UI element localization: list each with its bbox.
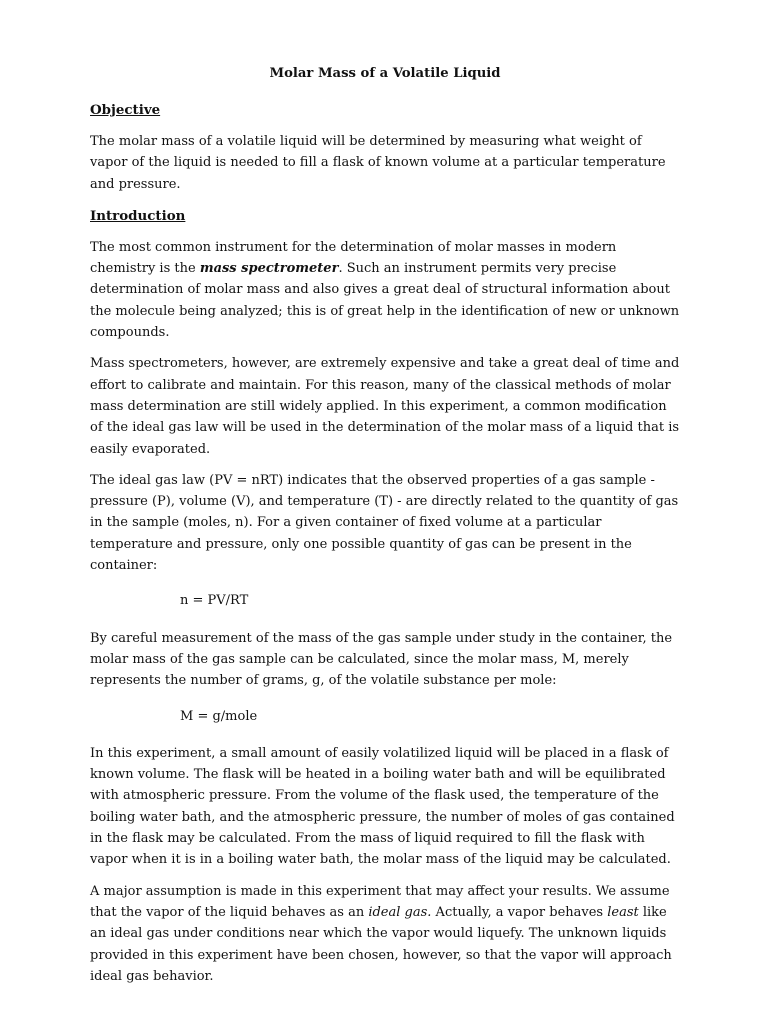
least-term: least — [607, 904, 639, 920]
intro-p6-text-a: A major assumption is made in this experiment that may affect your results. We assume that the vapor of the liquid behaves as an — [90, 883, 670, 920]
document-title: Molar Mass of a Volatile Liquid — [269, 66, 501, 81]
objective-heading: Objective — [90, 102, 161, 118]
objective-paragraph: The molar mass of a volatile liquid will be determined by measuring what weight of vapor of the liquid is needed to fill a flask of known volume at a particular temperature and pressure. — [90, 134, 666, 192]
intro-p6-text-b: Actually, a vapor behaves — [431, 904, 608, 920]
intro-paragraph-1 — [90, 237, 680, 343]
equation-molar-mass: M = g/mole — [180, 708, 258, 724]
intro-paragraph-2: Mass spectrometers, however, are extremely expensive and take a great deal of time and effort to calibrate and maintain. For this reason, many of the classical methods of molar mass determination are still widely applied. In this experiment, a common modification of the ideal gas law will be used in the determination of the molar mass of a liquid that is easily evaporated. — [90, 356, 680, 457]
document-page — [90, 60, 680, 997]
introduction-heading: Introduction — [90, 207, 186, 224]
intro-paragraph-4: By careful measurement of the mass of the gas sample under study in the container, the molar mass of the gas sample can be calculated, since the molar mass, M, merely represents the number of grams, g, of the volatile substance per mole: — [90, 630, 673, 689]
mass-spectrometer-term: mass spectrometer — [199, 261, 339, 277]
intro-p1-text-before: The most common instrument for the determination of molar masses in modern chemistry is the — [90, 239, 617, 277]
intro-p1-text-after: . Such an instrument permits very precise determination of molar mass and also gives a great deal of structural information about the molecule being analyzed; this is of great help in the identification of new or unknown compounds. — [90, 261, 680, 341]
intro-paragraph-5: In this experiment, a small amount of easily volatilized liquid will be placed in a flask of known volume. The flask will be heated in a boiling water bath and will be equilibrated with atmospheric pressure. From the volume of the flask used, the temperature of the boiling water bath, and the atmospheric pressure, the number of moles of gas contained in the flask may be calculated. From the mass of liquid required to fill the flask with vapor when it is in a boiling water bath, the molar mass of the liquid may be calculated. — [90, 745, 675, 868]
ideal-gas-term: ideal gas. — [368, 904, 432, 920]
equation-moles: n = PV/RT — [180, 593, 249, 609]
intro-paragraph-6 — [90, 881, 680, 987]
intro-paragraph-3: The ideal gas law (PV = nRT) indicates that the observed properties of a gas sample - pressure (P), volume (V), and temperature (T) - are directly related to the quantity of gas in the sample (moles, n). For a given container of fixed volume at a particular temperature and pressure, only one possible quantity of gas can be present in the container: — [90, 472, 679, 574]
intro-p6-text-c: like an ideal gas under conditions near which the vapor would liquefy. The unknown liquids provided in this experiment have been chosen, however, so that the vapor will approach ideal gas behavior. — [90, 904, 672, 984]
